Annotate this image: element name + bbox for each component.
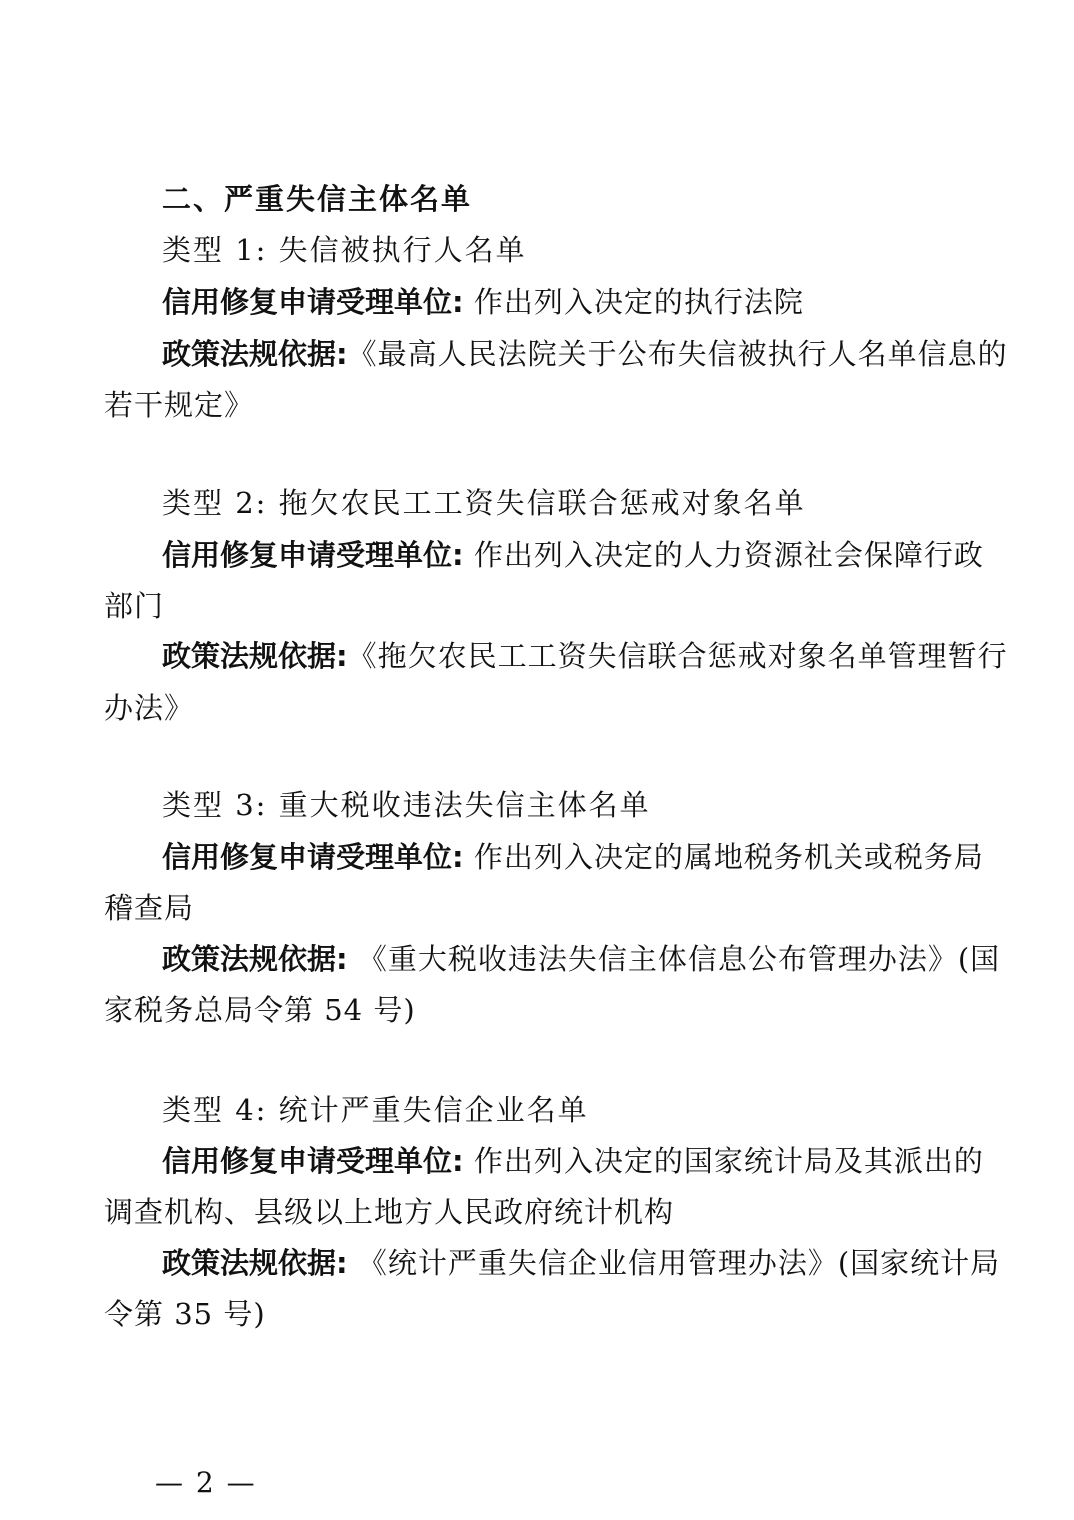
- policy-label: 政策法规依据:: [162, 1246, 348, 1280]
- entry-1-policy-cont: 若干规定》: [104, 388, 255, 422]
- entry-2-unit: [162, 537, 984, 573]
- entry-3-unit-cont: 稽查局: [104, 891, 195, 925]
- entry-3-unit: [162, 839, 984, 875]
- entry-4-type: 类型 4: 统计严重失信企业名单: [162, 1093, 589, 1127]
- entry-1-unit-text: 作出列入决定的执行法院: [463, 285, 804, 319]
- entry-4-unit-cont: 调查机构、县级以上地方人民政府统计机构: [104, 1195, 675, 1229]
- entry-1-policy: [162, 336, 1008, 372]
- entry-3-policy: [162, 941, 1001, 977]
- entry-3-policy-cont: 家税务总局令第 54 号): [104, 993, 416, 1027]
- entry-4-policy-cont: 令第 35 号): [104, 1297, 266, 1331]
- entry-2-unit-cont: 部门: [104, 589, 165, 623]
- entry-2-policy-cont: 办法》: [104, 691, 195, 725]
- unit-label: 信用修复申请受理单位:: [162, 1144, 464, 1178]
- entry-3-unit-text: 作出列入决定的属地税务机关或税务局: [463, 840, 984, 874]
- policy-label: 政策法规依据:: [162, 337, 348, 371]
- entry-2-unit-text: 作出列入决定的人力资源社会保障行政: [463, 538, 984, 572]
- unit-label: 信用修复申请受理单位:: [162, 285, 464, 319]
- entry-4-unit: [162, 1143, 984, 1179]
- unit-label: 信用修复申请受理单位:: [162, 538, 464, 572]
- section-title: 二、严重失信主体名单: [162, 182, 473, 216]
- entry-1-unit: [162, 284, 974, 320]
- entry-4-policy-text: 《统计严重失信企业信用管理办法》(国家统计局: [347, 1246, 1001, 1280]
- entry-2-policy-text: 《拖欠农民工工资失信联合惩戒对象名单管理暂行: [347, 639, 1008, 673]
- entry-1-policy-text: 《最高人民法院关于公布失信被执行人名单信息的: [347, 337, 1008, 371]
- page-number: — 2 —: [155, 1466, 257, 1499]
- policy-label: 政策法规依据:: [162, 639, 348, 673]
- entry-2-type: 类型 2: 拖欠农民工工资失信联合惩戒对象名单: [162, 486, 806, 520]
- entry-1-type: 类型 1: 失信被执行人名单: [162, 233, 527, 267]
- entry-4-unit-text: 作出列入决定的国家统计局及其派出的: [463, 1144, 984, 1178]
- entry-4-policy: [162, 1245, 1001, 1281]
- entry-3-type: 类型 3: 重大税收违法失信主体名单: [162, 788, 651, 822]
- policy-label: 政策法规依据:: [162, 942, 348, 976]
- unit-label: 信用修复申请受理单位:: [162, 840, 464, 874]
- entry-2-policy: [162, 638, 1008, 674]
- entry-3-policy-text: 《重大税收违法失信主体信息公布管理办法》(国: [347, 942, 1001, 976]
